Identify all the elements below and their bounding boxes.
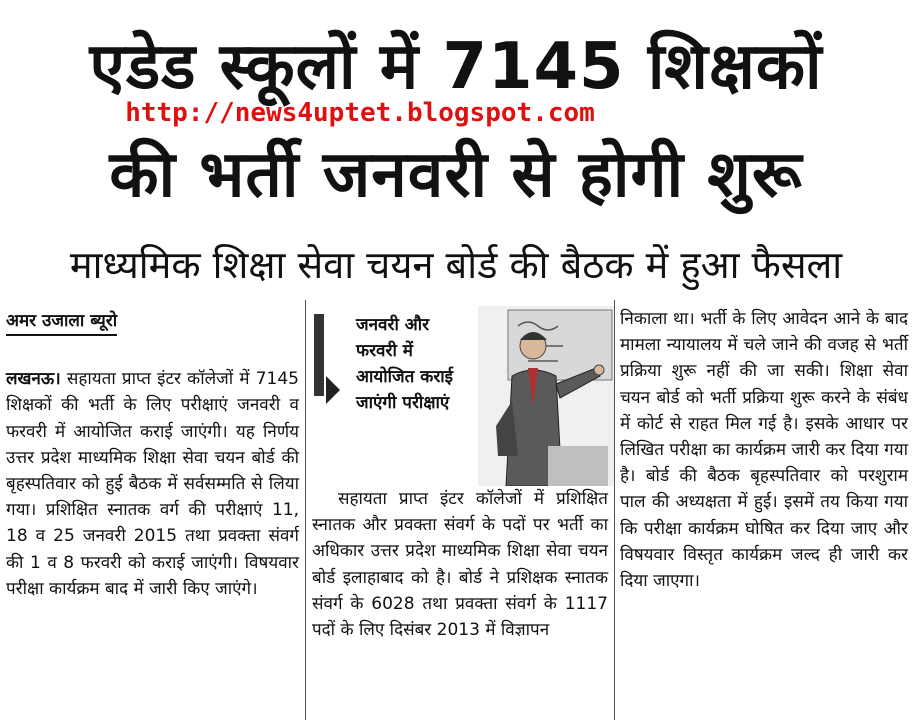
column-divider-2 [614,300,615,720]
teacher-illustration [478,306,614,486]
teacher-illustration-svg [478,306,614,486]
pullquote-arrow-icon [326,376,340,404]
column-1-paragraph [6,366,299,602]
headline-line-1: एडेड स्कूलों में 7145 शिक्षकों [89,30,823,104]
pullquote-bar [314,314,324,396]
dateline: लखनऊ। [6,369,61,390]
pullquote: जनवरी और फरवरी में आयोजित कराई जाएंगी परीक्षाएं [356,315,454,413]
column-divider-1 [305,300,306,720]
column-2-paragraph: सहायता प्राप्त इंटर कॉलेजों में प्रशिक्षित स्नातक और प्रवक्ता संवर्ग के पदों पर भर्ती का अधिकार उत्तर प्रदेश माध्यमिक शिक्षा सेवा चयन बोर्ड इलाहाबाद को है। बोर्ड ने प्रशिक्षक स्नातक संवर्ग के 6028 तथा प्रवक्ता संवर्ग के 1117 पदों के लिए दिसंबर 2013 में विज्ञापन [312,489,608,641]
byline: अमर उजाला ब्यूरो [6,308,117,336]
column-3-text-2: इसके आधार पर लिखित परीक्षा का कार्यक्रम जारी कर दिया गया है। बोर्ड की बैठक बृहस्पतिवार को परशुराम पाल की अध्यक्षता में हुई। इसमें तय किया गया कि परीक्षा कार्यक्रम घोषित कर दिया जाए और विषयवार विस्तृत कार्यक्रम जल्द ही जारी कर दिया जाएगा। [620,413,909,592]
article-column-3 [620,306,908,594]
article-column-1 [6,308,299,602]
subheadline: माध्यमिक शिक्षा सेवा चयन बोर्ड की बैठक में हुआ फैसला [69,243,843,287]
column-3-text-1: निकाला था। भर्ती के लिए आवेदन आने के बाद मामला न्यायालय में चले जाने की वजह से भर्ती प्रक्रिया शुरू नहीं की जा सकी। शिक्षा सेवा चयन बोर्ड को भर्ती प्रक्रिया शुरू करने के संबंध में कोर्ट से राहत मिल गई है। [620,309,908,434]
column-3-paragraph [620,306,908,594]
column-1-text: सहायता प्राप्त इंटर कॉलेजों में 7145 शिक्षकों की भर्ती के लिए परीक्षाएं जनवरी व फरवरी में आयोजित कराई जाएंगी। यह निर्णय उत्तर प्रदेश माध्यमिक शिक्षा सेवा चयन बोर्ड की बृहस्पतिवार को हुई बैठक में सर्वसम्मति से लिया गया। प्रशिक्षित स्नातक वर्ग की परीक्षाएं 11, 18 व 25 जनवरी 2015 तथा प्रवक्ता संवर्ग की 1 व 8 फरवरी को कराई जाएंगी। विषयवार परीक्षा कार्यक्रम बाद में जारी किए जाएंगे। [6,369,299,599]
watermark-url: http://news4uptet.blogspot.com [125,98,595,128]
headline-line-2: की भर्ती जनवरी से होगी शुरू [109,138,803,212]
article-column-2 [312,486,608,643]
